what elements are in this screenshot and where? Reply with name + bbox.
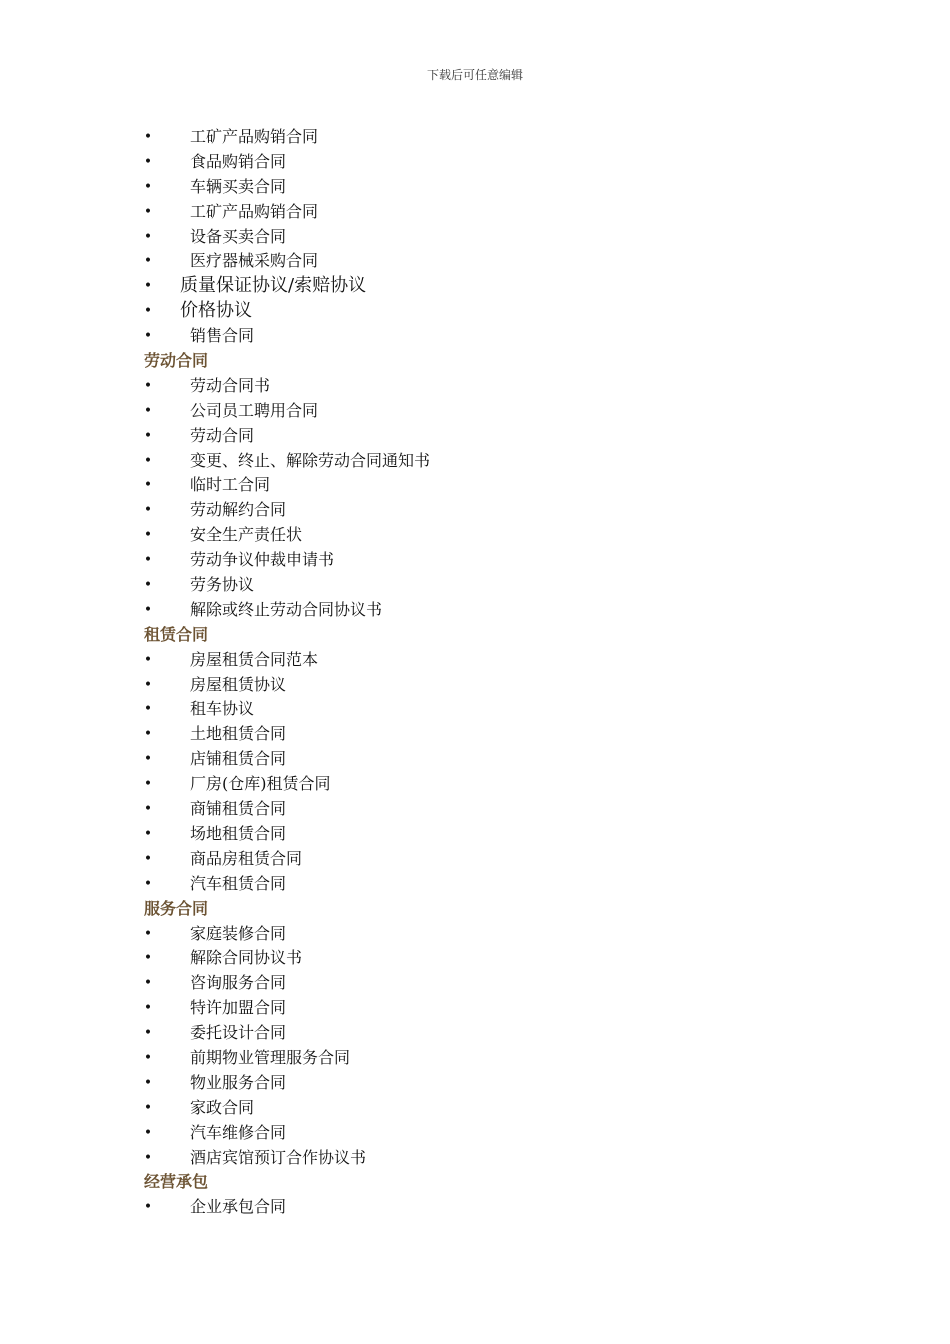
list-item-label: 企业承包合同 bbox=[190, 1197, 287, 1217]
bullet-icon: • bbox=[143, 427, 153, 444]
bullet-icon: • bbox=[143, 850, 153, 867]
bullet-icon: • bbox=[143, 577, 153, 594]
bullet-icon: • bbox=[143, 502, 153, 519]
list-item-label: 租车协议 bbox=[190, 699, 255, 719]
bullet-icon: • bbox=[143, 701, 153, 718]
list-item-label: 土地租赁合同 bbox=[190, 724, 287, 744]
list-item-label: 汽车维修合同 bbox=[190, 1122, 287, 1142]
section-heading: 经营承包 bbox=[144, 1172, 209, 1192]
bullet-icon: • bbox=[143, 452, 153, 469]
bullet-icon: • bbox=[143, 203, 153, 220]
list-item-label: 劳动解约合同 bbox=[190, 500, 287, 520]
list-item-label: 场地租赁合同 bbox=[190, 823, 287, 843]
bullet-icon: • bbox=[143, 975, 153, 992]
bullet-icon: • bbox=[143, 552, 153, 569]
bullet-icon: • bbox=[143, 1199, 153, 1216]
list-item bbox=[143, 424, 843, 449]
list-item bbox=[143, 722, 843, 747]
list-item bbox=[143, 374, 843, 399]
list-item-label: 临时工合同 bbox=[190, 475, 271, 495]
section-heading: 劳动合同 bbox=[144, 351, 209, 371]
list-item bbox=[143, 996, 843, 1021]
list-item bbox=[143, 673, 843, 698]
bullet-icon: • bbox=[143, 950, 153, 967]
list-item bbox=[143, 175, 843, 200]
list-item-label: 前期物业管理服务合同 bbox=[190, 1047, 351, 1067]
bullet-icon: • bbox=[143, 825, 153, 842]
bullet-icon: • bbox=[143, 253, 153, 270]
list-item-label: 解除或终止劳动合同协议书 bbox=[190, 599, 383, 619]
list-item bbox=[143, 523, 843, 548]
list-item-label: 房屋租赁合同范本 bbox=[190, 649, 319, 669]
bullet-icon: • bbox=[143, 328, 153, 345]
list-item-label: 工矿产品购销合同 bbox=[190, 201, 319, 221]
bullet-icon: • bbox=[143, 1149, 153, 1166]
list-item-label: 公司员工聘用合同 bbox=[190, 400, 319, 420]
list-item-label: 质量保证协议/索赔协议 bbox=[180, 275, 367, 297]
list-item-label: 设备买卖合同 bbox=[190, 226, 287, 246]
list-item bbox=[143, 946, 843, 971]
list-item bbox=[143, 249, 843, 274]
section-heading: 服务合同 bbox=[144, 898, 209, 918]
list-item bbox=[143, 225, 843, 250]
list-item bbox=[143, 1195, 843, 1220]
bullet-icon: • bbox=[143, 377, 153, 394]
list-item-label: 物业服务合同 bbox=[190, 1072, 287, 1092]
list-item-label: 工矿产品购销合同 bbox=[190, 127, 319, 146]
list-item-label: 咨询服务合同 bbox=[190, 973, 287, 993]
list-item bbox=[143, 200, 843, 225]
list-item bbox=[143, 548, 843, 573]
sections bbox=[143, 349, 843, 1220]
bullet-icon: • bbox=[143, 178, 153, 195]
list-item-label: 店铺租赁合同 bbox=[190, 749, 287, 769]
bullet-icon: • bbox=[143, 402, 153, 419]
list-item-label: 变更、终止、解除劳动合同通知书 bbox=[190, 450, 431, 470]
list-item bbox=[143, 1071, 843, 1096]
bullet-icon: • bbox=[143, 651, 153, 668]
bullet-icon: • bbox=[143, 1124, 153, 1141]
list-item-label: 特许加盟合同 bbox=[190, 998, 287, 1018]
list-item-label: 汽车租赁合同 bbox=[190, 873, 287, 893]
bullet-icon: • bbox=[143, 776, 153, 793]
bullet-icon: • bbox=[143, 1099, 153, 1116]
list-item bbox=[143, 299, 843, 324]
list-item bbox=[143, 648, 843, 673]
bullet-icon: • bbox=[143, 1000, 153, 1017]
list-item bbox=[143, 125, 843, 150]
list-item-label: 委托设计合同 bbox=[190, 1023, 287, 1043]
list-item bbox=[143, 1021, 843, 1046]
list-item bbox=[143, 847, 843, 872]
list-item bbox=[143, 150, 843, 175]
bullet-icon: • bbox=[143, 129, 153, 145]
list-item bbox=[143, 324, 843, 349]
bullet-icon: • bbox=[143, 726, 153, 743]
bullet-icon: • bbox=[143, 527, 153, 544]
list-item-label: 劳务协议 bbox=[190, 575, 255, 595]
list-item-label: 家政合同 bbox=[190, 1097, 255, 1117]
list-item-label: 劳动争议仲裁申请书 bbox=[190, 550, 335, 570]
list-item bbox=[143, 1046, 843, 1071]
list-item-label: 车辆买卖合同 bbox=[190, 176, 287, 196]
bullet-icon: • bbox=[143, 801, 153, 818]
list-item bbox=[143, 922, 843, 947]
bullet-icon: • bbox=[143, 601, 153, 618]
bullet-icon: • bbox=[143, 477, 153, 494]
list-item bbox=[143, 772, 843, 797]
list-item-label: 劳动合同书 bbox=[190, 375, 271, 395]
list-item bbox=[143, 797, 843, 822]
bullet-icon: • bbox=[143, 1025, 153, 1042]
list-item bbox=[143, 598, 843, 623]
list-item bbox=[143, 747, 843, 772]
list-item-label: 劳动合同 bbox=[190, 425, 255, 445]
section-heading: 租赁合同 bbox=[144, 624, 209, 644]
page-header: 下载后可任意编辑 bbox=[426, 68, 523, 82]
list-item-label: 销售合同 bbox=[190, 326, 255, 346]
bullet-icon: • bbox=[143, 925, 153, 942]
list-item bbox=[143, 473, 843, 498]
list-item bbox=[143, 1146, 843, 1171]
list-item bbox=[143, 1121, 843, 1146]
list-item-label: 酒店宾馆预订合作协议书 bbox=[190, 1147, 367, 1167]
list-item bbox=[143, 399, 843, 424]
bullet-icon: • bbox=[143, 278, 153, 295]
bullet-icon: • bbox=[143, 751, 153, 768]
bullet-icon: • bbox=[143, 875, 153, 892]
bullet-icon: • bbox=[143, 676, 153, 693]
list-item-label: 医疗器械采购合同 bbox=[190, 251, 319, 271]
intro-list bbox=[143, 125, 843, 349]
list-item bbox=[143, 498, 843, 523]
document-body bbox=[143, 125, 843, 1220]
list-item-label: 价格协议 bbox=[180, 300, 252, 322]
bullet-icon: • bbox=[143, 153, 153, 170]
list-item-label: 安全生产责任状 bbox=[190, 525, 303, 545]
list-item bbox=[143, 697, 843, 722]
list-item-label: 房屋租赁协议 bbox=[190, 674, 287, 694]
list-item-label: 家庭装修合同 bbox=[190, 923, 287, 943]
list-item bbox=[143, 274, 843, 299]
list-item bbox=[143, 872, 843, 897]
bullet-icon: • bbox=[143, 1049, 153, 1066]
list-item-label: 食品购销合同 bbox=[190, 151, 287, 171]
list-item bbox=[143, 1096, 843, 1121]
list-item bbox=[143, 822, 843, 847]
list-item-label: 商铺租赁合同 bbox=[190, 799, 287, 819]
list-item bbox=[143, 449, 843, 474]
bullet-icon: • bbox=[143, 228, 153, 245]
list-item bbox=[143, 971, 843, 996]
list-item bbox=[143, 573, 843, 598]
list-item-label: 商品房租赁合同 bbox=[190, 848, 303, 868]
bullet-icon: • bbox=[143, 1074, 153, 1091]
list-item-label: 解除合同协议书 bbox=[190, 948, 303, 968]
bullet-icon: • bbox=[143, 303, 153, 320]
list-item-label: 厂房(仓库)租赁合同 bbox=[190, 774, 331, 794]
